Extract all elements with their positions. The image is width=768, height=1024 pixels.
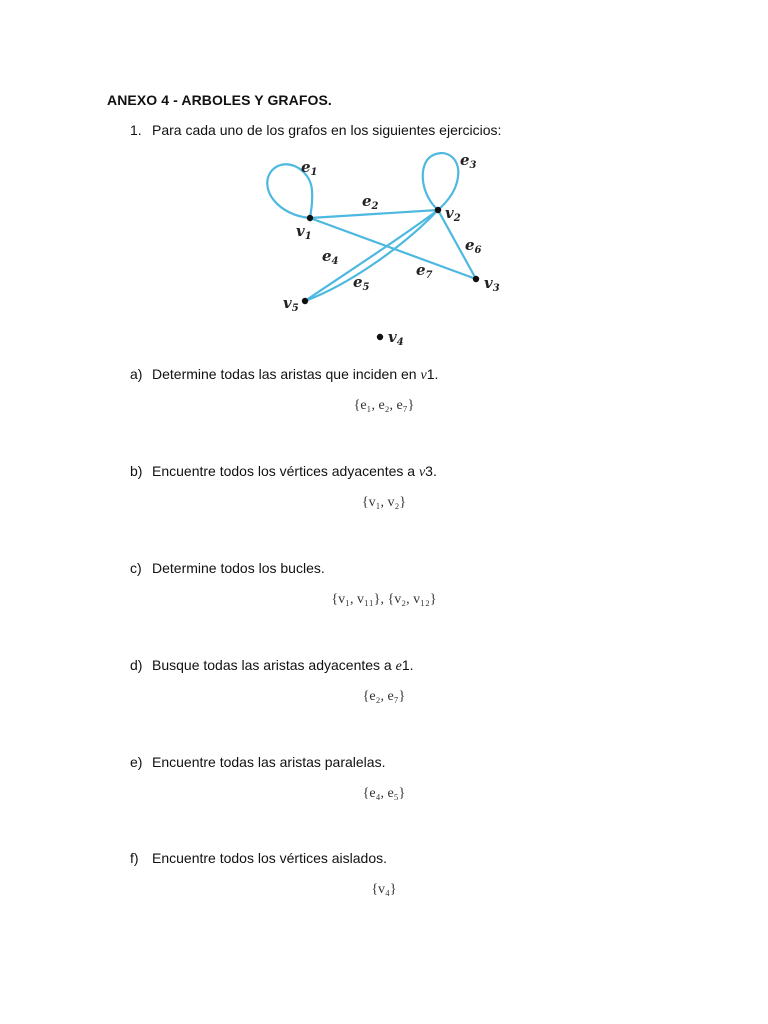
graph-figure [258,145,508,350]
question-a [130,366,438,384]
label-e2: $e_2$ [362,192,379,212]
question-text: Determine todos los bucles. [152,560,325,576]
vertex-v5 [302,298,308,304]
question-b [130,463,437,481]
question-text: Encuentre todos los vértices adyacentes a v3. [152,463,437,480]
label-e5: $e_5$ [353,273,370,293]
intro-number: 1. [130,122,142,138]
vertex-v1 [307,215,313,221]
question-letter: b) [130,463,143,479]
label-v1: $v_1$ [296,222,312,242]
answer-e: {e₄, e₅} [362,786,406,801]
answer-c: {v₁, v₁₁}, {v₂, v₁₂} [331,592,437,607]
edge-e3-loop [423,153,459,210]
intro-text: Para cada uno de los grafos en los siguientes ejercicios: [152,122,502,138]
question-text: Determine todas las aristas que inciden en v1. [152,366,439,383]
question-text: Encuentre todas las aristas paralelas. [152,754,386,770]
label-e4: $e_4$ [322,247,339,267]
answer-d: {e₂, e₇} [362,689,406,704]
vertex-v2 [435,207,441,213]
question-c [130,560,325,578]
page-title: ANEXO 4 - ARBOLES Y GRAFOS. [107,92,332,108]
answer-b: {v₁, v₂} [361,495,407,510]
question-d [130,657,414,675]
answer-a: {e₁, e₂, e₇} [353,398,415,413]
question-text: Busque todas las aristas adyacentes a e1. [152,657,414,674]
vertex-v3 [473,276,479,282]
label-v3: $v_3$ [484,274,500,294]
question-e [130,754,385,772]
question-letter: a) [130,366,143,382]
question-f [130,850,387,868]
question-letter: f) [130,850,139,866]
edge-e7 [310,218,476,279]
label-e6: $e_6$ [465,236,482,256]
intro-item [130,122,501,138]
question-letter: e) [130,754,143,770]
label-e1: $e_1$ [301,158,318,178]
vertex-v4 [377,334,383,340]
label-e3: $e_3$ [460,151,477,171]
question-letter: d) [130,657,143,673]
question-letter: c) [130,560,142,576]
question-text: Encuentre todos los vértices aislados. [152,850,388,866]
label-e7: $e_7$ [416,261,433,281]
label-v2: $v_2$ [445,204,461,224]
label-v5: $v_5$ [283,294,299,314]
answer-f: {v₄} [371,882,397,897]
label-v4: $v_4$ [388,328,404,348]
